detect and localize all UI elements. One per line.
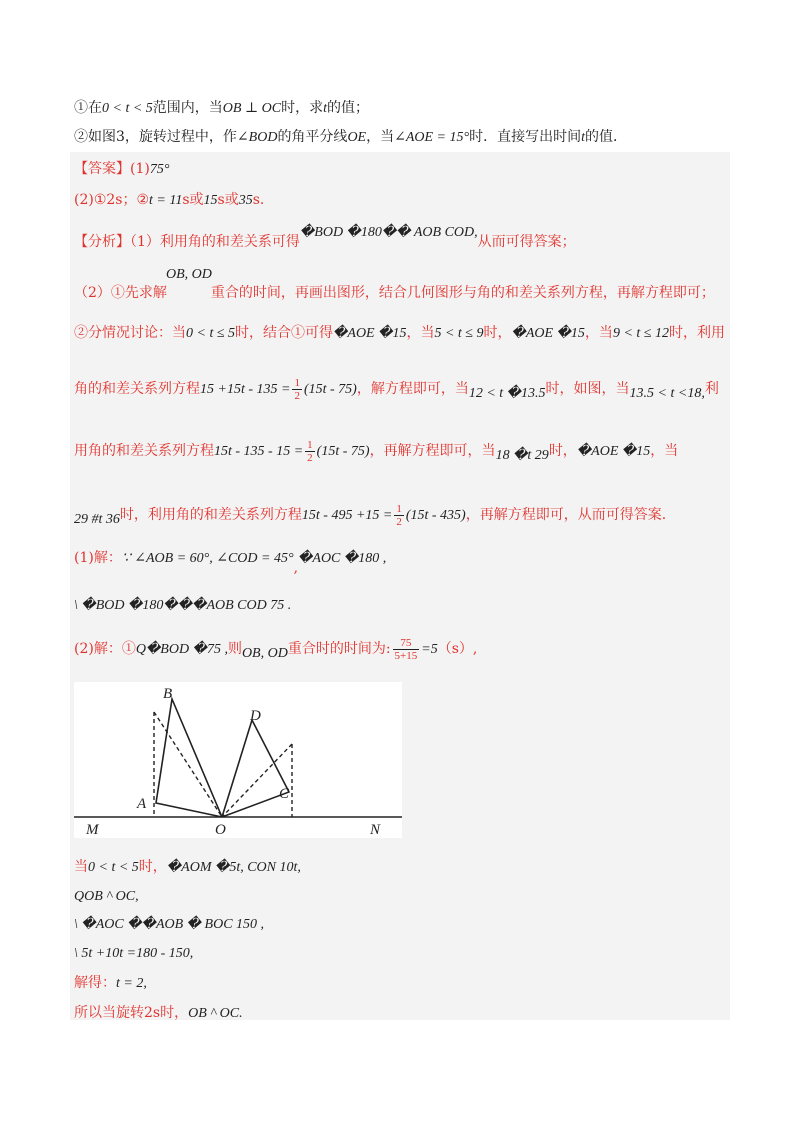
label-a: A [137,796,147,812]
fraction: $\frac{1}{2}$ [396,502,402,528]
answer-line: 【答案】(1)75° [74,161,170,177]
solution-6: \ 5t +10t =180 - 150, [74,946,194,961]
fraction: $\frac{1}{2}$ [307,438,313,464]
solution-1: (1)解：∵ ∠AOB = 60°, ∠COD = 45°,�AOC �180 , [74,550,387,576]
analysis-2-top: OB, OD [166,267,212,282]
analysis-4: 角的和差关系列方程15 +15t - 135 = $\frac{1}{2}$ (15t - 75)，解方程即可，当12 < t �13.5时，如图，当13.5 < t <18,利 [74,376,719,402]
label-c: C [279,786,290,802]
solution-3: 当0 < t < 5时，�AOM �5t, CON 10t, [74,859,301,875]
label-n: N [370,822,381,838]
question-1: ①在0 < t < 5范围内，当OB ⊥ OC时，求t的值； [74,100,369,116]
answer-line-2: (2)①2s；②t = 11s或15s或35s. [74,192,265,208]
question-2: ②如图3，旋转过程中，作∠BOD的角平分线OE，当∠AOE = 15°时．直接写出时间t的值． [74,129,627,145]
analysis-6: 29 #t 36时，利用角的和差关系列方程15t - 495 +15 = $\frac{1}{2}$ (15t - 435)，再解方程即可，从而可得答案. [74,502,667,528]
solution-4: QOB ^ OC, [74,889,139,904]
fraction: $\frac{1}{2}$ [294,376,300,402]
label-b: B [163,686,173,702]
label-o: O [215,822,226,838]
analysis-2: （2）①先求解 重合的时间，再画出图形，结合几何图形与角的和差关系列方程，再解方程即可； [74,285,715,301]
analysis-3: ②分情况讨论：当0 < t ≤ 5时，结合①可得�AOE �15，当5 < t ≤ 9时，�AOE �15，当9 < t ≤ 12时，利用 [74,325,725,341]
analysis-1: 【分析】（1）利用角的和差关系可得�BOD �180�� AOB COD,从而可得答案； [74,225,576,250]
label-d: D [250,708,261,724]
label-m: M [86,822,99,838]
solution-5: \ �AOC ��AOB � BOC 150 , [74,917,265,932]
fraction: $\frac{75}{5+15}$ [394,636,418,662]
figure-svg [74,682,402,838]
geometry-figure [74,682,402,838]
dashed-left [154,712,222,817]
solution-8: 所以当旋转2s时，OB ^ OC. [74,1005,243,1021]
solution-1b: \ �BOD �180���AOB COD 75 . [74,598,292,613]
solution-7: 解得：t = 2, [74,975,147,991]
triangle-aob [156,699,222,817]
analysis-5: 用角的和差关系列方程15t - 135 - 15 = $\frac{1}{2}$ (15t - 75)，再解方程即可，当18 �t 29时，�AOE �15，当 [74,438,679,464]
triangle-doc [222,720,289,817]
solution-2: (2)解：①Q�BOD �75 ,则OB, OD重合时的时间为: $\frac{75}{5+15}$ =5（s）, [74,636,478,662]
